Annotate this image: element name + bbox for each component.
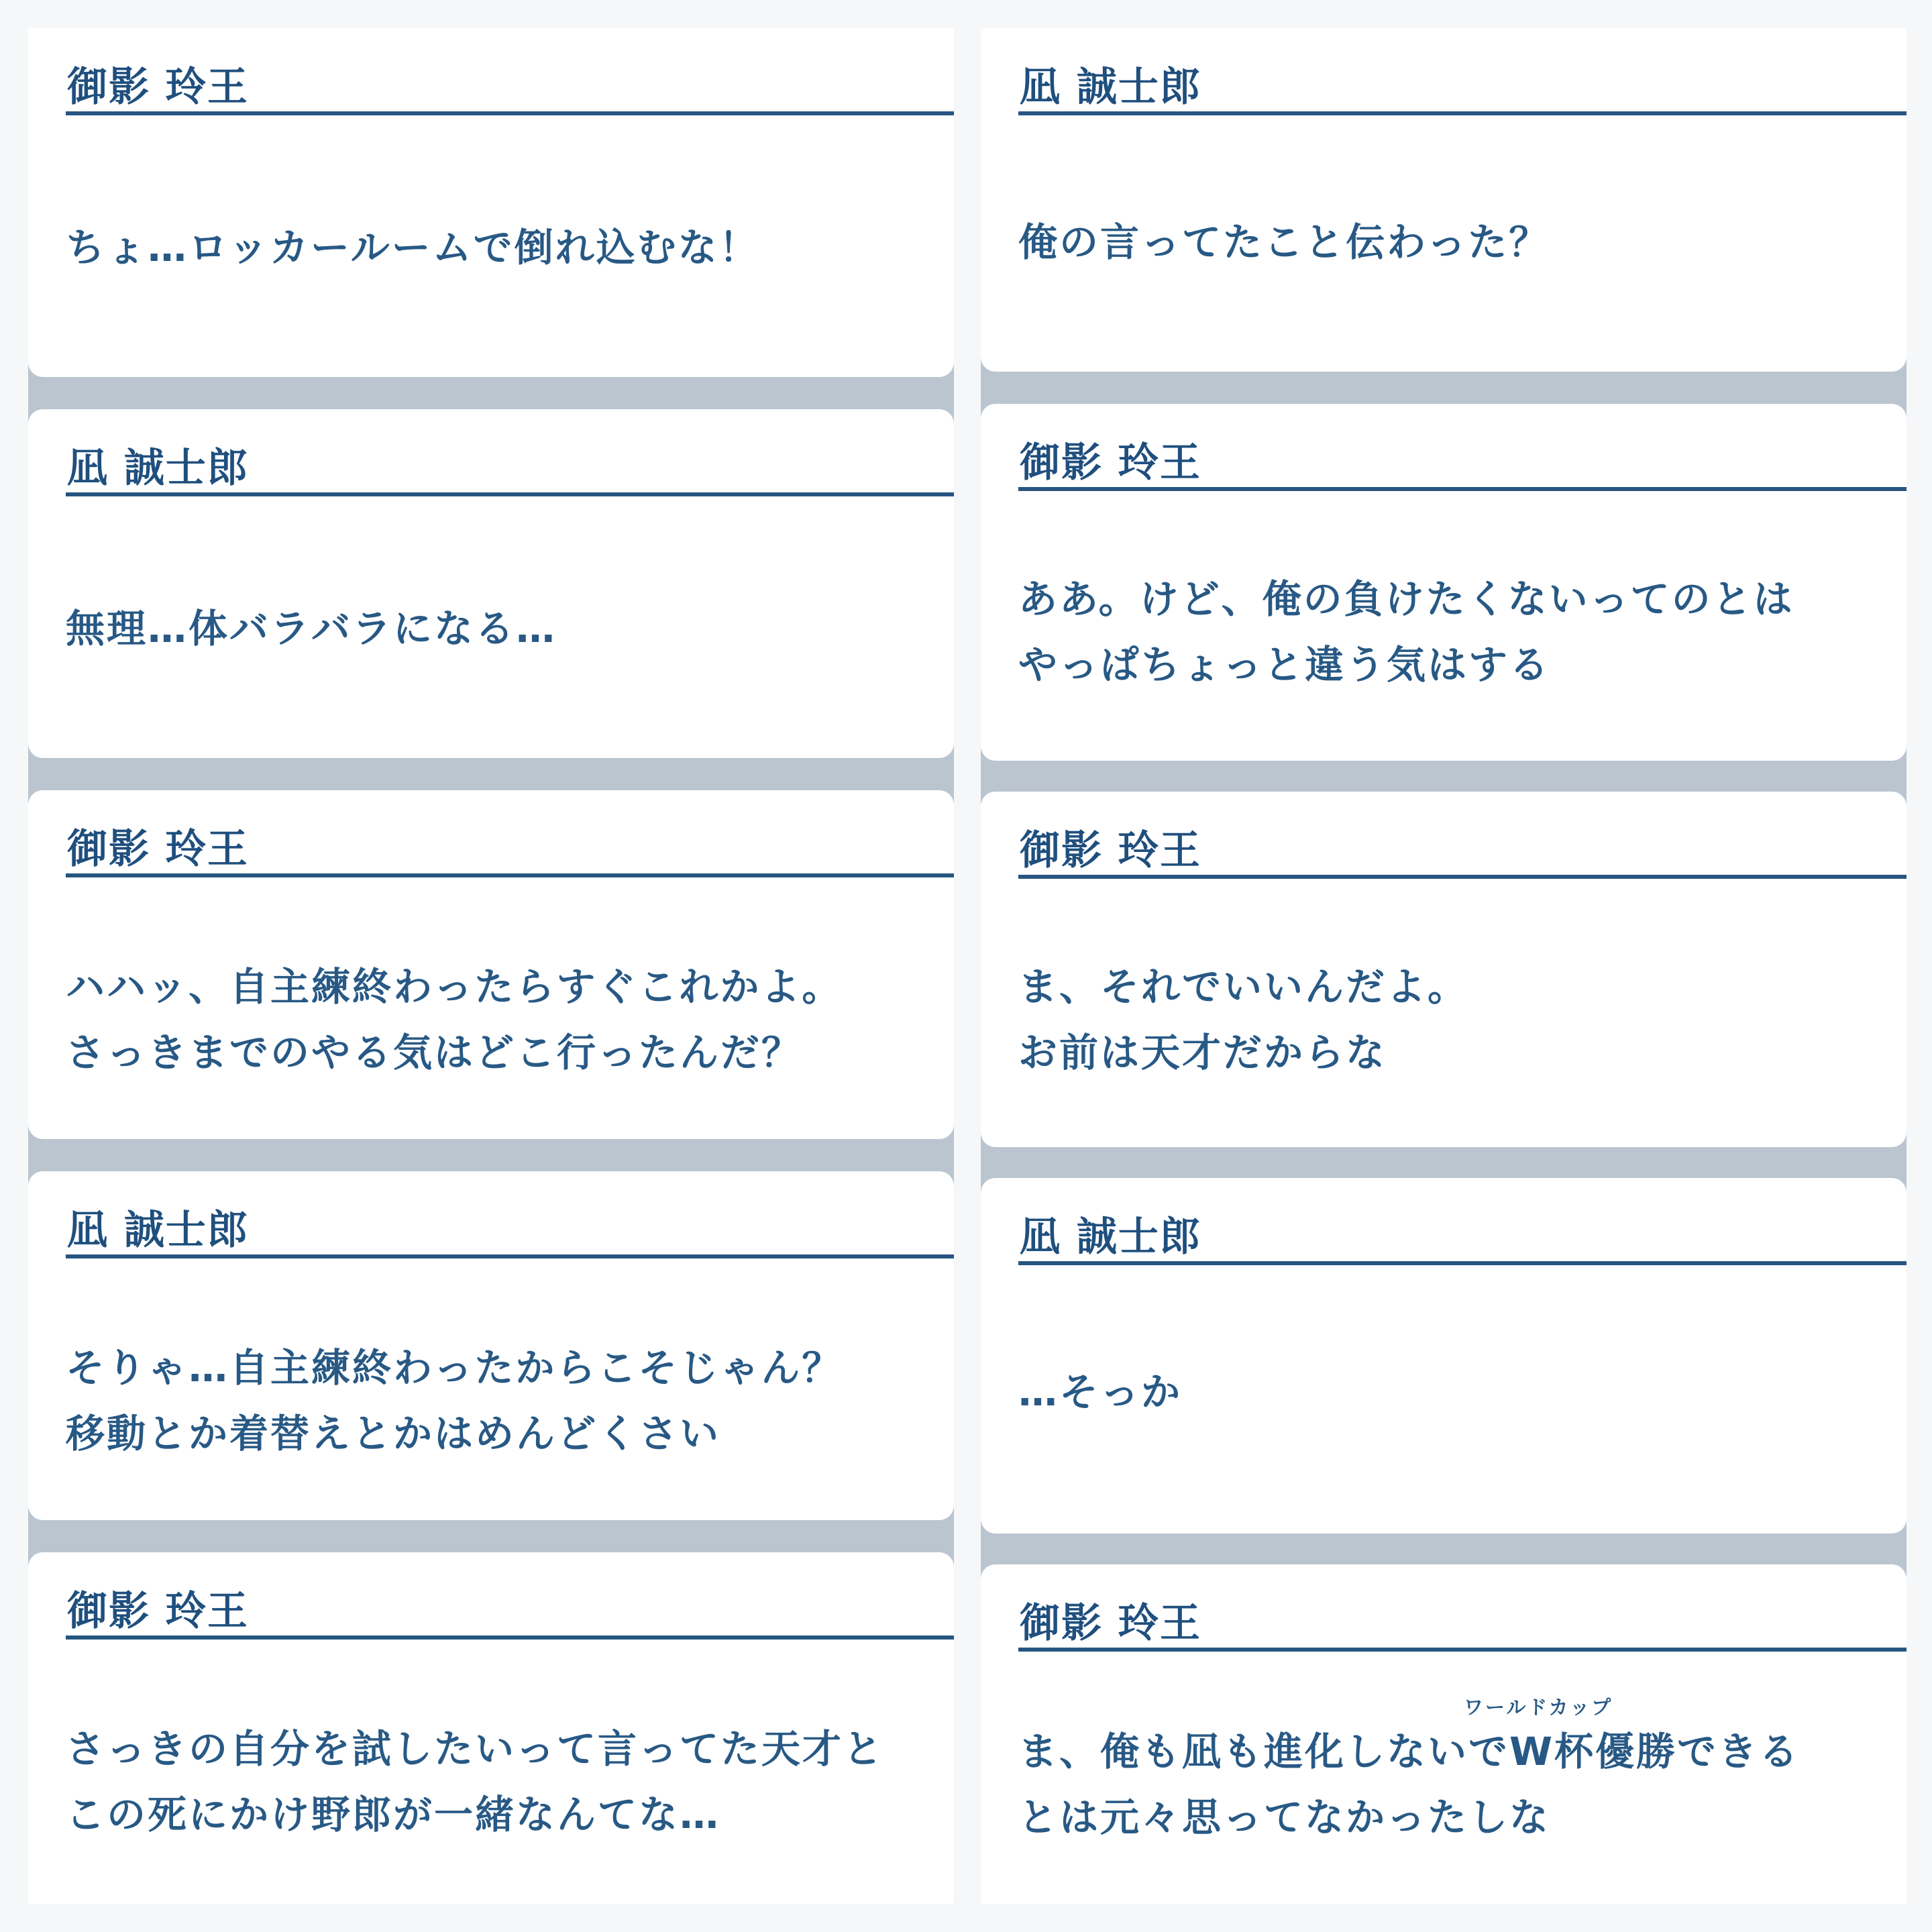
speaker-name: 御影 玲王 bbox=[67, 64, 249, 111]
dialogue-text bbox=[66, 215, 927, 280]
dialogue-line: そりゃ…自主練終わったからこそじゃん？ bbox=[66, 1345, 843, 1391]
speaker-name: 凪 誠士郎 bbox=[1020, 1214, 1201, 1260]
dialogue-line: ちょ…ロッカールームで倒れ込むな！ bbox=[66, 225, 760, 270]
speaker-name: 凪 誠士郎 bbox=[67, 1207, 249, 1254]
dialogue-line: とは元々思ってなかったしな bbox=[1018, 1794, 1551, 1840]
speaker-divider bbox=[66, 111, 954, 115]
speaker-divider bbox=[66, 1635, 954, 1640]
dialogue-line: 移動とか着替えとかはめんどくさい bbox=[66, 1411, 721, 1456]
speaker-divider bbox=[66, 1254, 954, 1258]
dialogue-text bbox=[1018, 1359, 1880, 1425]
dialogue-text bbox=[66, 954, 927, 1085]
dialogue-card bbox=[28, 409, 954, 758]
dialogue-card bbox=[28, 28, 954, 377]
dialogue-card bbox=[981, 1564, 1907, 1904]
dialogue-card bbox=[981, 28, 1907, 372]
dialogue-line: さっきまでのやる気はどこ行ったんだ？ bbox=[66, 1030, 803, 1075]
dialogue-line: ま、俺も凪も進化しないでW杯優勝できる bbox=[1018, 1729, 1800, 1774]
dialogue-text bbox=[1018, 1719, 1880, 1850]
left-dialogue-column bbox=[28, 28, 954, 1904]
speaker-divider bbox=[1018, 875, 1907, 879]
speaker-name: 御影 玲王 bbox=[1020, 1600, 1201, 1647]
speaker-divider bbox=[1018, 1648, 1907, 1652]
speaker-name: 御影 玲王 bbox=[1020, 827, 1201, 874]
dialogue-line: 無理…体バラバラになる… bbox=[66, 606, 557, 651]
dialogue-card bbox=[981, 792, 1907, 1147]
dialogue-line: さっきの自分を試したいって言ってた天才と bbox=[66, 1726, 885, 1772]
furigana-annotation: ワールドカップ bbox=[1464, 1696, 1613, 1719]
speaker-divider bbox=[66, 492, 954, 496]
dialogue-line: この死にかけ野郎が一緒なんてな… bbox=[66, 1792, 721, 1837]
speaker-name: 御影 玲王 bbox=[67, 1588, 249, 1635]
dialogue-line: …そっか bbox=[1018, 1369, 1183, 1415]
dialogue-line: ああ。けど、俺の負けたくないってのとは bbox=[1018, 576, 1794, 622]
speaker-name: 御影 玲王 bbox=[67, 826, 249, 873]
dialogue-line: ハハッ、自主練終わったらすぐこれかよ。 bbox=[66, 964, 843, 1010]
dialogue-text bbox=[66, 1335, 927, 1466]
speaker-name: 凪 誠士郎 bbox=[67, 445, 249, 492]
dialogue-line: 俺の言ってたこと伝わった？ bbox=[1018, 219, 1550, 265]
dialogue-card bbox=[28, 1552, 954, 1904]
dialogue-text bbox=[1018, 566, 1880, 698]
speaker-name: 凪 誠士郎 bbox=[1020, 64, 1201, 111]
dialogue-text bbox=[1018, 209, 1880, 275]
speaker-divider bbox=[1018, 1261, 1907, 1265]
dialogue-line: ま、それでいいんだよ。 bbox=[1018, 964, 1469, 1010]
speaker-name: 御影 玲王 bbox=[1020, 439, 1201, 486]
dialogue-line: やっぱちょっと違う気はする bbox=[1018, 642, 1551, 688]
dialogue-card bbox=[981, 1178, 1907, 1534]
dialogue-text bbox=[66, 1716, 927, 1847]
right-dialogue-column bbox=[981, 28, 1907, 1904]
dialogue-card bbox=[28, 790, 954, 1139]
dialogue-card bbox=[981, 404, 1907, 761]
speaker-divider bbox=[1018, 111, 1907, 115]
dialogue-text bbox=[66, 596, 927, 661]
dialogue-text bbox=[1018, 954, 1880, 1085]
speaker-divider bbox=[1018, 487, 1907, 491]
dialogue-card bbox=[28, 1171, 954, 1520]
dialogue-line: お前は天才だからな bbox=[1018, 1030, 1387, 1075]
speaker-divider bbox=[66, 873, 954, 877]
